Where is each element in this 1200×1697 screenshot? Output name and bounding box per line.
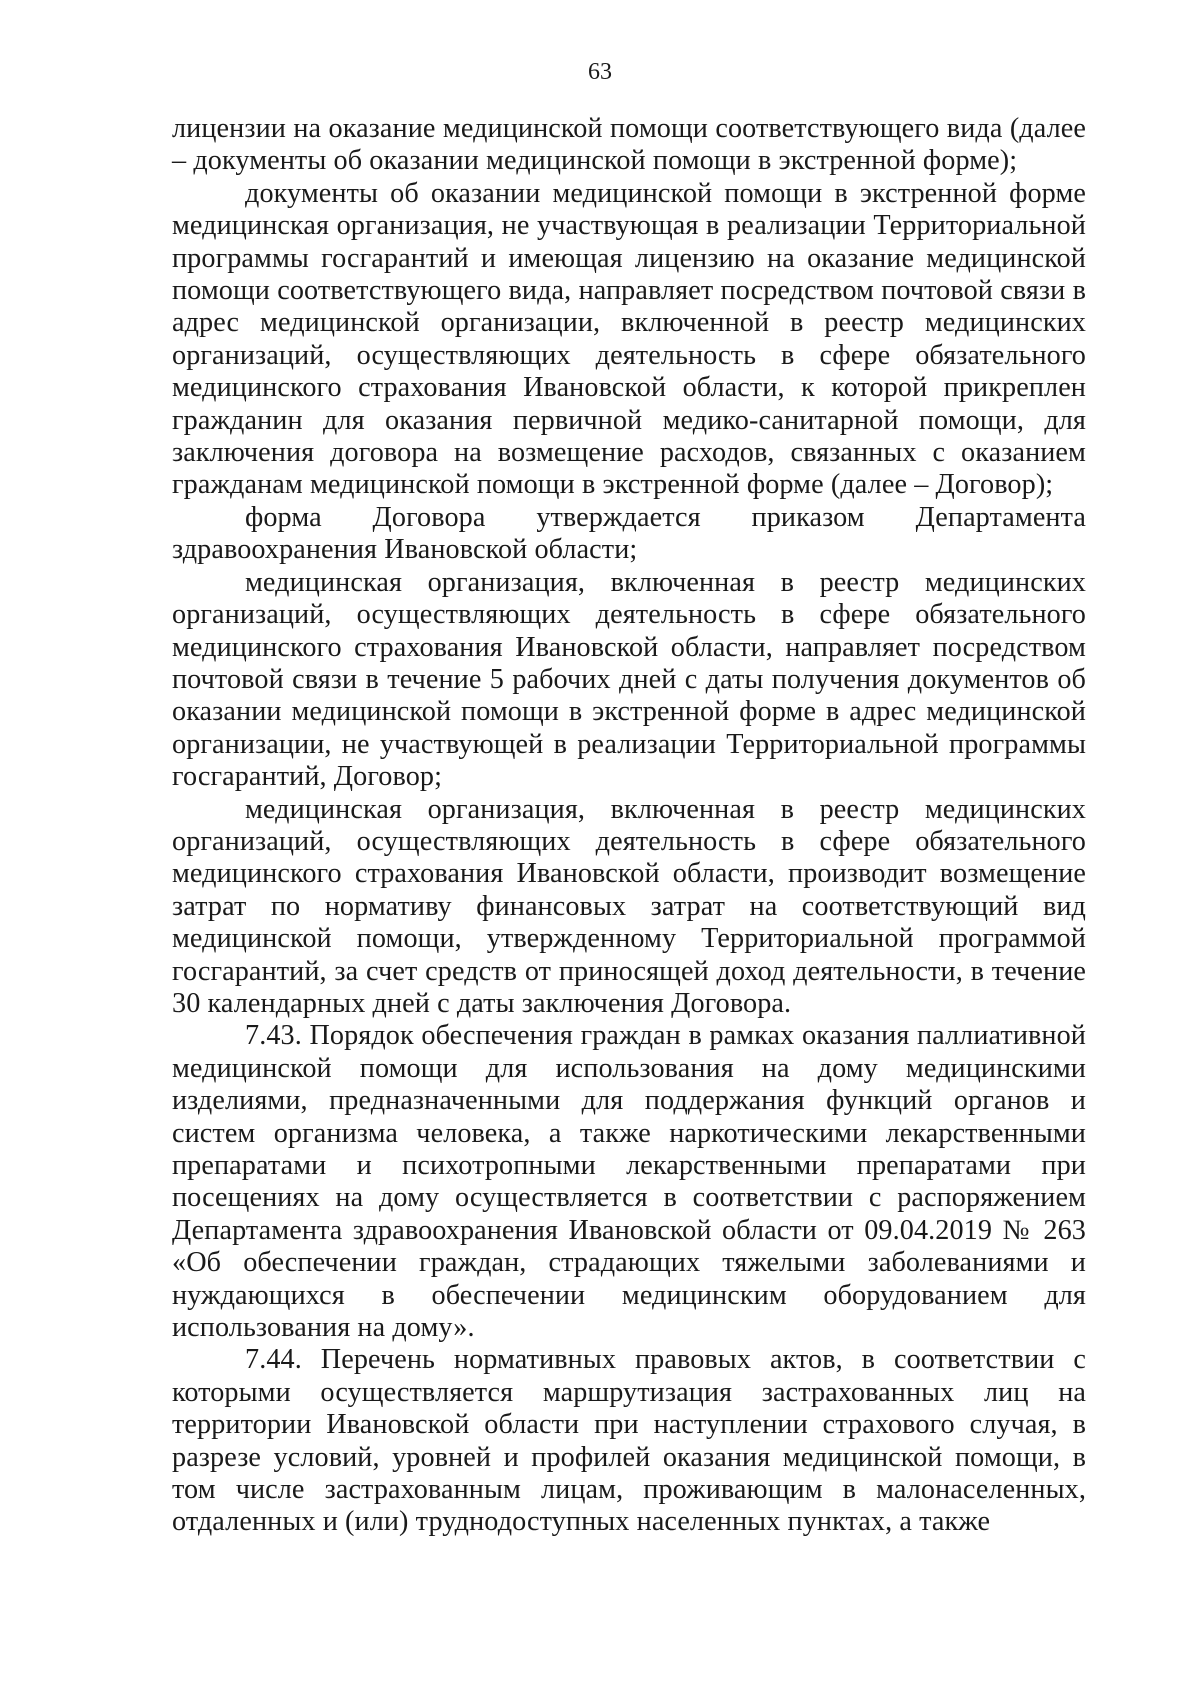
paragraph-section-7-43: 7.43. Порядок обеспечения граждан в рамках оказания паллиативной медицинской помощи для использования на дому медицинскими изделиями, предназначенными для поддержания функций органов и систем организма человека, а также наркотическими лекарственными препаратами и психотропными лекарственными препаратами при посещениях на дому осуществляется в соответствии с распоряжением Департамента здравоохранения Ивановской области от 09.04.2019 № 263 «Об обеспечении граждан, страдающих тяжелыми заболеваниями и нуждающихся в обеспечении медицинским оборудованием для использования на дому».	[172, 1020, 1086, 1344]
paragraph: медицинская организация, включенная в реестр медицинских организаций, осуществляющих деятельность в сфере обязательного медицинского страхования Ивановской области, производит возмещение затрат по нормативу финансовых затрат на соответствующий вид медицинской помощи, утвержденному Территориальной программой госгарантий, за счет средств от приносящей доход деятельности, в течение 30 календарных дней с даты заключения Договора.	[172, 793, 1086, 1019]
document-body	[172, 113, 1086, 1539]
paragraph: документы об оказании медицинской помощи в экстренной форме медицинская организация, не участвующая в реализации Территориальной программы госгарантий и имеющая лицензию на оказание медицинской помощи соответствующего вида, направляет посредством почтовой связи в адрес медицинской организации, включенной в реестр медицинских организаций, осуществляющих деятельность в сфере обязательного медицинского страхования Ивановской области, к которой прикреплен гражданин для оказания первичной медико-санитарной помощи, для заключения договора на возмещение расходов, связанных с оказанием гражданам медицинской помощи в экстренной форме (далее – Договор);	[172, 177, 1086, 501]
paragraph: лицензии на оказание медицинской помощи соответствующего вида (далее – документы об оказании медицинской помощи в экстренной форме);	[172, 113, 1086, 177]
paragraph-section-7-44: 7.44. Перечень нормативных правовых актов, в соответствии с которыми осуществляется маршрутизация застрахованных лиц на территории Ивановской области при наступлении страхового случая, в разрезе условий, уровней и профилей оказания медицинской помощи, в том числе застрахованным лицам, проживающим в малонаселенных, отдаленных и (или) труднодоступных населенных пунктах, а также	[172, 1344, 1086, 1538]
paragraph: форма Договора утверждается приказом Департамента здравоохранения Ивановской области;	[172, 501, 1086, 566]
paragraph: медицинская организация, включенная в реестр медицинских организаций, осуществляющих деятельность в сфере обязательного медицинского страхования Ивановской области, направляет посредством почтовой связи в течение 5 рабочих дней с даты получения документов об оказании медицинской помощи в экстренной форме в адрес медицинской организации, не участвующей в реализации Территориальной программы госгарантий, Договор;	[172, 566, 1086, 793]
page-number: 63	[588, 59, 612, 85]
